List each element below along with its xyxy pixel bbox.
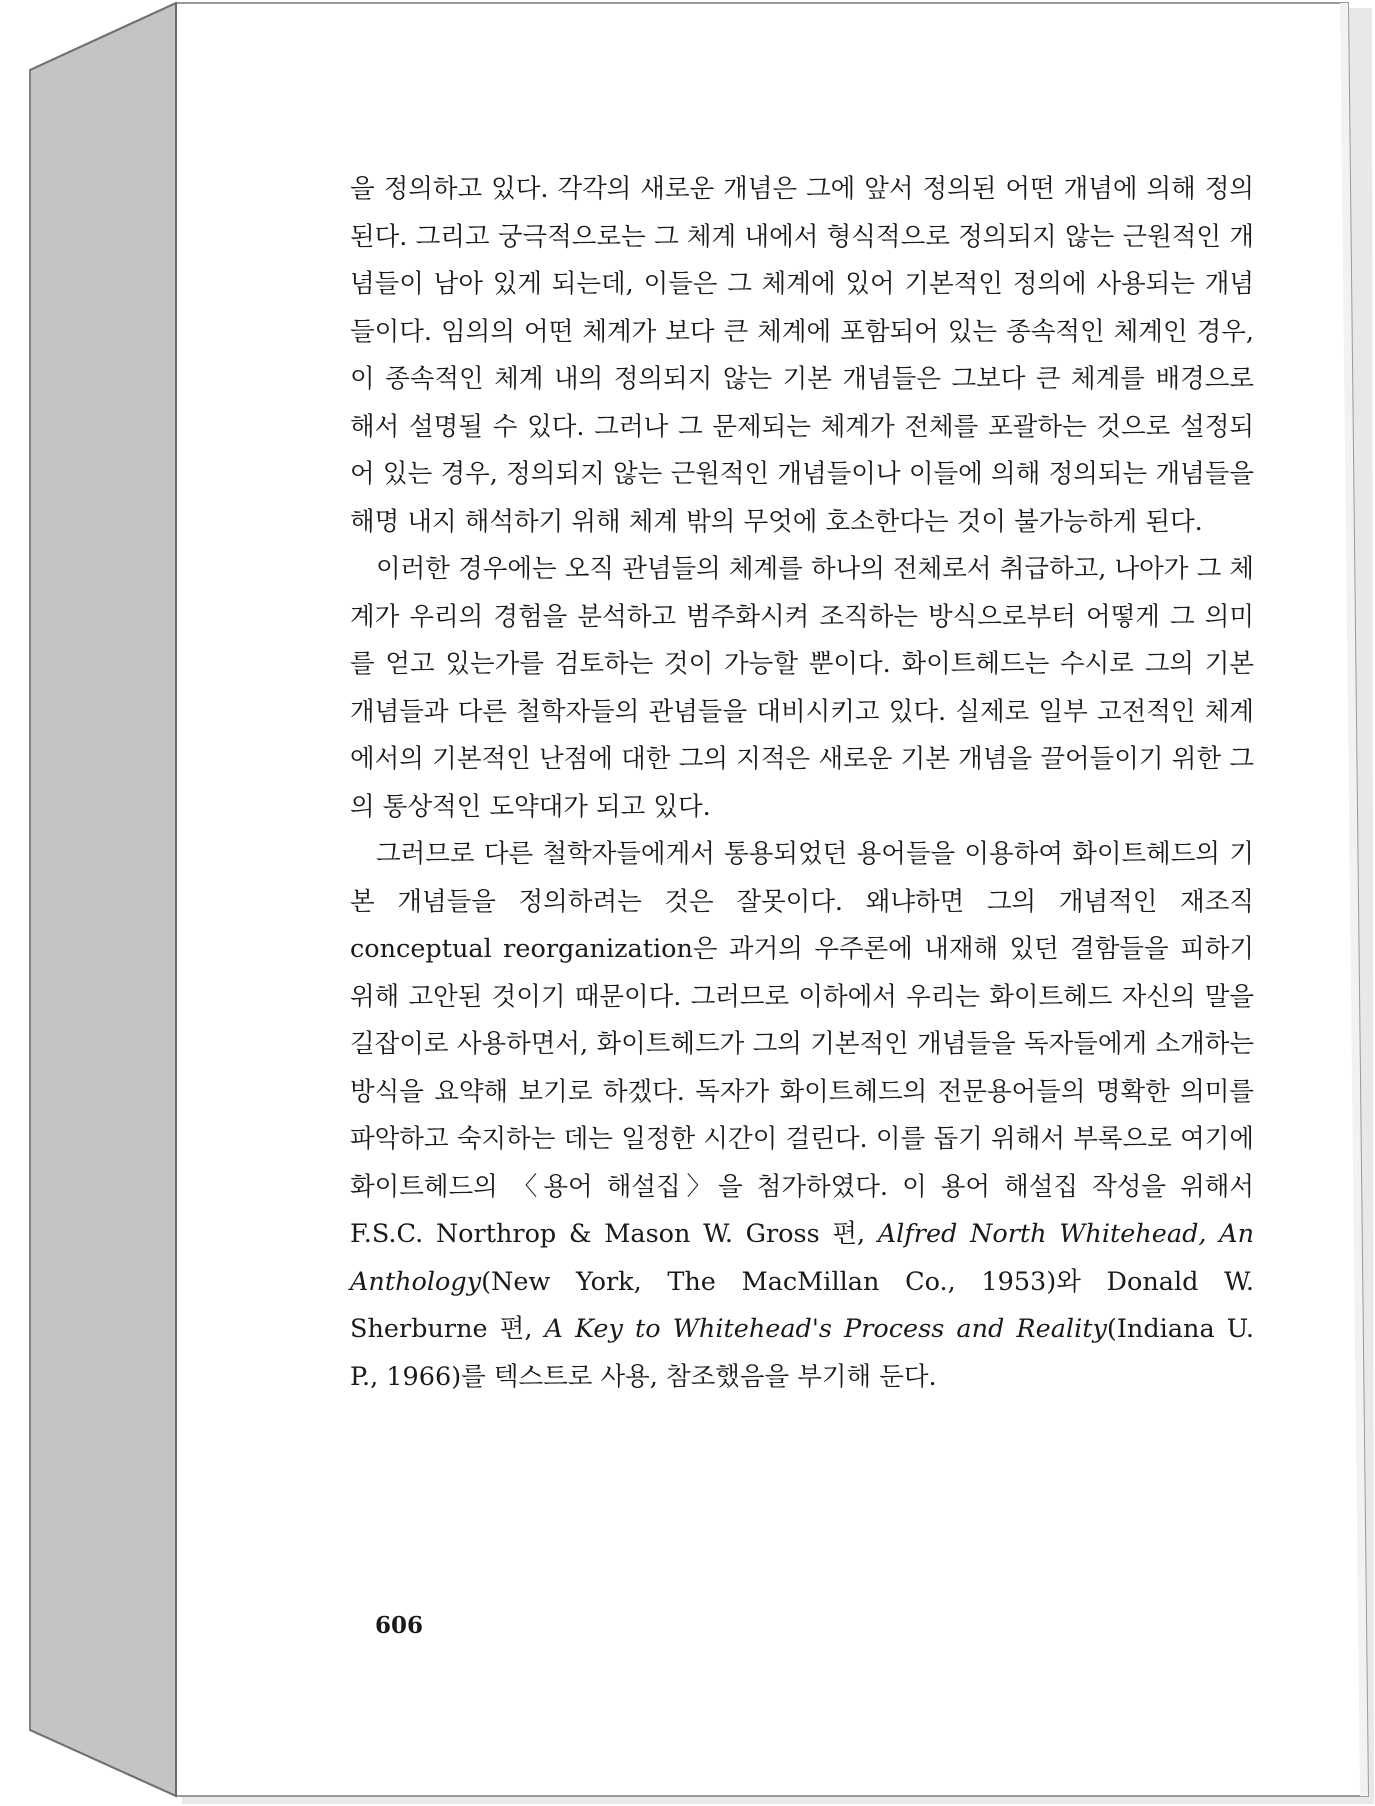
paragraph [350, 831, 1254, 1401]
text-segment: 그러므로 다른 철학자들에게서 통용되었던 용어들을 이용하여 화이트헤드의 기본 개념들을 정의하려는 것은 잘못이다. 왜냐하면 그의 개념적인 재조직 conceptual reorganization은 과거의 우주론에 내재해 있던 결함들을 피하기 위해 고안된 것이기 때문이다. 그러므로 이하에서 우리는 화이트헤드 자신의 말을 길잡이로 사용하면서, 화이트헤드가 그의 기본적인 개념들을 독자들에게 소개하는 방식을 요약해 보기로 하겠다. 독자가 화이트헤드의 전문용어들의 명확한 의미를 파악하고 숙지하는 데는 일정한 시간이 걸린다. 이를 돕기 위해서 부록으로 여기에 화이트헤드의 〈용어 해설집〉을 첨가하였다. 이 용어 해설집 작성을 위해서 F.S.C. Northrop & Mason W. Gross 편, [350, 839, 1254, 1249]
book-title-italic: Alfred North Whitehead, An Anthology [350, 1219, 1254, 1297]
text-segment: (Indiana U. P., 1966)를 텍스트로 사용, 참조했음을 부기해 둔다. [350, 1314, 1254, 1392]
page-number: 606 [375, 1612, 424, 1639]
text-segment: 이러한 경우에는 오직 관념들의 체계를 하나의 전체로서 취급하고, 나아가 그 체계가 우리의 경험을 분석하고 범주화시켜 조직하는 방식으로부터 어떻게 그 의미를 얻고 있는가를 검토하는 것이 가능할 뿐이다. 화이트헤드는 수시로 그의 기본 개념들과 다른 철학자들의 관념들을 대비시키고 있다. 실제로 일부 고전적인 체계에서의 기본적인 난점에 대한 그의 지적은 새로운 기본 개념을 끌어들이기 위한 그의 통상적인 도약대가 되고 있다. [350, 554, 1254, 822]
text-segment: (New York, The MacMillan Co., 1953)와 Donald W. Sherburne 편, [350, 1266, 1254, 1344]
paragraph [350, 546, 1254, 831]
book-title-italic: A Key to Whitehead's Process and Reality [544, 1314, 1107, 1344]
paragraph [350, 166, 1254, 546]
book-spine [30, 3, 176, 1796]
text-segment: 을 정의하고 있다. 각각의 새로운 개념은 그에 앞서 정의된 어떤 개념에 의해 정의된다. 그리고 궁극적으로는 그 체계 내에서 형식적으로 정의되지 않는 근원적인 개념들이 남아 있게 되는데, 이들은 그 체계에 있어 기본적인 정의에 사용되는 개념들이다. 임의의 어떤 체계가 보다 큰 체계에 포함되어 있는 종속적인 체계인 경우, 이 종속적인 체계 내의 정의되지 않는 기본 개념들은 그보다 큰 체계를 배경으로 해서 설명될 수 있다. 그러나 그 문제되는 체계가 전체를 포괄하는 것으로 설정되어 있는 경우, 정의되지 않는 근원적인 개념들이나 이들에 의해 정의되는 개념들을 해명 내지 해석하기 위해 체계 밖의 무엇에 호소한다는 것이 불가능하게 된다. [350, 174, 1254, 537]
page-body-text [350, 166, 1254, 1401]
